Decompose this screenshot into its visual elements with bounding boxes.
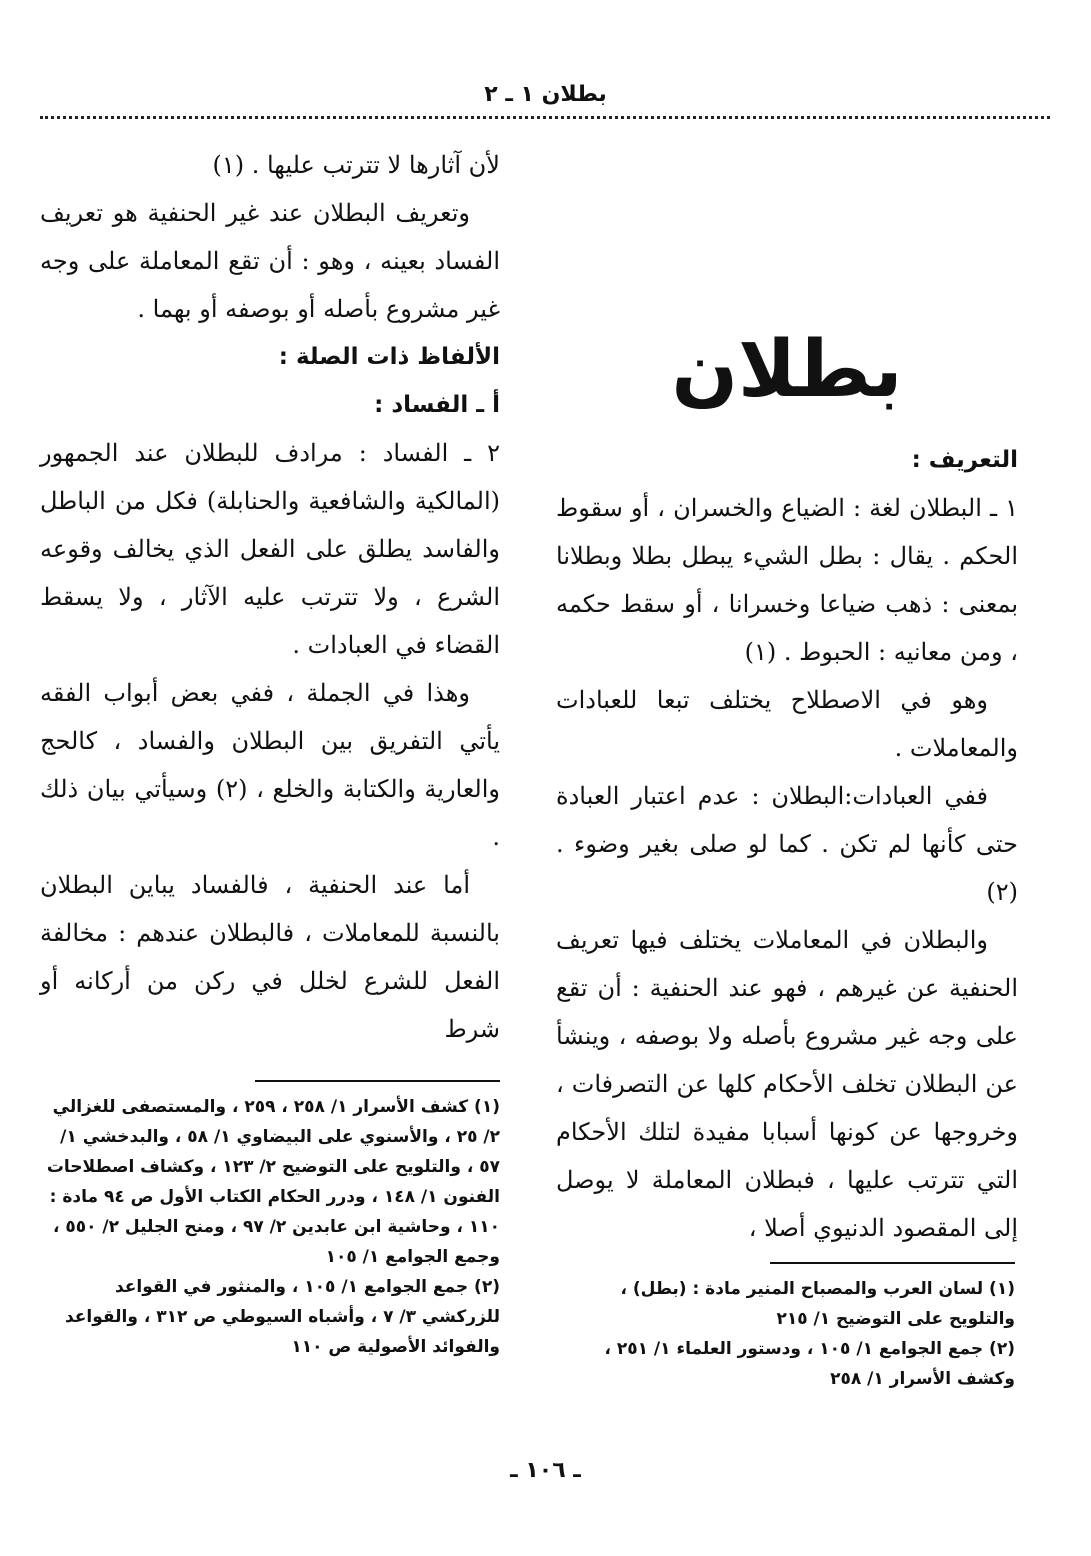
right-footnotes — [560, 1262, 1015, 1394]
page-number: ـ ١٠٦ ـ — [510, 1458, 581, 1483]
paragraph-fasad: ٢ ـ الفساد : مرادف للبطلان عند الجمهور (المالكية والشافعية والحنابلة) فكل من الباطل والفاسد يطلق على الفعل الذي يخالف وقوعه الشرع ، ولا تترتب عليه الآثار ، ولا يسقط القضاء في العبادات . — [40, 439, 500, 659]
paragraph-technical: وهو في الاصطلاح يختلف تبعا للعبادات والمعاملات . — [556, 686, 1018, 762]
entry-title: بطلان — [671, 325, 903, 415]
footnote-2: (٢) جمع الجوامع ١/ ١٠٥ ، والمنثور في القواعد للزركشي ٣/ ٧ ، وأشباه السيوطي ص ٣١٢ ، والقواعد والفوائد الأصولية ص ١١٠ — [64, 1277, 500, 1357]
definition-heading: التعريف : — [911, 447, 1018, 473]
footnote-rule — [770, 1262, 1015, 1264]
paragraph-continuation: لأن آثارها لا تترتب عليها . (١) — [212, 151, 500, 179]
paragraph-worship: ففي العبادات:البطلان : عدم اعتبار العبادة حتى كأنها لم تكن . كما لو صلى بغير وضوء . (٢) — [556, 782, 1018, 906]
left-column — [40, 141, 500, 1053]
running-header: بطلان ١ ـ ٢ — [484, 82, 607, 107]
footnote-rule — [255, 1080, 500, 1082]
paragraph-definition-linguistic: ١ ـ البطلان لغة : الضياع والخسران ، أو سقوط الحكم . يقال : بطل الشيء يبطل بطلا وبطلانا بمعنى : ذهب ضياعا وخسرانا ، أو سقط حكمه ، ومن معانيه : الحبوط . (١) — [556, 494, 1018, 666]
related-terms-heading: الألفاظ ذات الصلة : — [278, 344, 500, 370]
paragraph-non-hanafi-definition: وتعريف البطلان عند غير الحنفية هو تعريف الفساد بعينه ، وهو : أن تقع المعاملة على وجه غير مشروع بأصله أو بوصفه أو بهما . — [40, 199, 500, 323]
paragraph-distinction: وهذا في الجملة ، ففي بعض أبواب الفقه يأتي التفريق بين البطلان والفساد ، كالحج والعارية والكتابة والخلع ، (٢) وسيأتي بيان ذلك . — [40, 679, 500, 851]
footnote-1: (١) كشف الأسرار ١/ ٢٥٨ ، ٢٥٩ ، والمستصفى للغزالي ٢/ ٢٥ ، والأسنوي على البيضاوي ١/ ٥٨ ، والبدخشي ١/ ٥٧ ، والتلويح على التوضيح ٢/ ١٢٣ ، وكشاف اصطلاحات الفنون ١/ ١٤٨ ، ودرر الحكام الكتاب الأول ص ٩٤ مادة : ١١٠ ، وحاشية ابن عابدين ٢/ ٩٧ ، ومنح الجليل ٢/ ٥٥٠ ، وجمع الجوامع ١/ ١٠٥ — [46, 1097, 500, 1267]
footnote-1: (١) لسان العرب والمصباح المنير مادة : (بطل) ، والتلويح على التوضيح ١/ ٢١٥ — [620, 1279, 1015, 1329]
header-dotted-rule — [40, 116, 1050, 119]
paragraph-transactions: والبطلان في المعاملات يختلف فيها تعريف الحنفية عن غيرهم ، فهو عند الحنفية : أن تقع على وجه غير مشروع بأصله ولا بوصفه ، وينشأ عن البطلان تخلف الأحكام كلها عن التصرفات ، وخروجها عن كونها أسبابا مفيدة لتلك الأحكام التي تترتب عليها ، فبطلان المعاملة لا يوصل إلى المقصود الدنيوي أصلا ، — [556, 926, 1018, 1242]
paragraph-hanafi: أما عند الحنفية ، فالفساد يباين البطلان بالنسبة للمعاملات ، فالبطلان عندهم : مخالفة الفعل للشرع لخلل في ركن من أركانه أو شرط — [40, 871, 500, 1043]
fasad-subheading: أ ـ الفساد : — [374, 392, 500, 418]
right-column — [556, 310, 1018, 1252]
left-footnotes — [40, 1080, 500, 1362]
footnote-2: (٢) جمع الجوامع ١/ ١٠٥ ، ودستور العلماء ١/ ٢٥١ ، وكشف الأسرار ١/ ٢٥٨ — [604, 1339, 1015, 1389]
